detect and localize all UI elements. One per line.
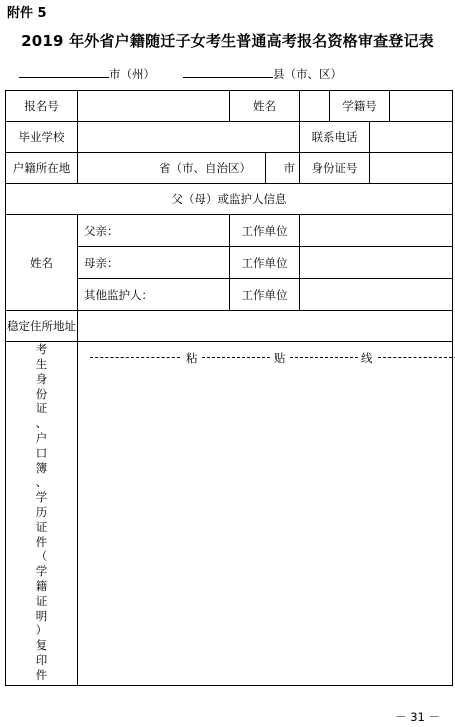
reg-no-value[interactable]: [78, 91, 230, 122]
paste-label-char: 学: [35, 564, 48, 579]
mother-work-label: 工作单位: [230, 247, 300, 279]
city-suffix: 市（州）: [109, 67, 155, 81]
paste-label-char: 考: [35, 342, 48, 357]
household-label: 户籍所在地: [6, 153, 78, 184]
id-label: 身份证号: [300, 153, 370, 184]
county-suffix: 县（市、区）: [273, 67, 342, 81]
paste-label-char: 件: [35, 534, 48, 549]
phone-label: 联系电话: [300, 122, 370, 153]
name-label: 姓名: [230, 91, 300, 122]
father-work-label: 工作单位: [230, 215, 300, 247]
paste-label-char: 明: [35, 608, 48, 623]
page-number: － 31 －: [395, 710, 440, 724]
reg-no-label: 报名号: [6, 91, 78, 122]
other-guardian-field[interactable]: 其他监护人：: [78, 279, 230, 311]
paste-label-char: 生: [35, 357, 48, 372]
mother-work-value[interactable]: [300, 247, 453, 279]
paste-label-char: 证: [35, 519, 48, 534]
paste-label-char: （: [35, 549, 48, 564]
guardian-header: 父（母）或监护人信息: [6, 184, 453, 215]
page-title: 2019 年外省户籍随迁子女考生普通高考报名资格审查登记表: [21, 32, 434, 50]
student-no-value[interactable]: [390, 91, 453, 122]
paste-label-char: ）: [35, 623, 48, 638]
school-value[interactable]: [78, 122, 300, 153]
paste-label-char: 印: [35, 652, 48, 667]
school-label: 毕业学校: [6, 122, 78, 153]
paste-label-char: 身: [35, 371, 48, 386]
paste-label-char: 籍: [35, 578, 48, 593]
mother-field[interactable]: 母亲：: [78, 247, 230, 279]
paste-label-char: 簿: [35, 460, 48, 475]
paste-word-2: 贴: [274, 351, 286, 365]
paste-label-char: 历: [35, 505, 48, 519]
address-value[interactable]: [78, 311, 453, 342]
id-value[interactable]: [370, 153, 453, 184]
paste-area[interactable]: [78, 342, 453, 686]
paste-area-label: [6, 342, 78, 686]
province-text[interactable]: 省（市、自治区）: [78, 153, 266, 184]
paste-label-char: 、: [35, 475, 48, 490]
father-field[interactable]: 父亲：: [78, 215, 230, 247]
paste-label-char: 证: [35, 593, 48, 608]
paste-label-char: 口: [35, 445, 48, 460]
father-work-value[interactable]: [300, 215, 453, 247]
paste-label-char: 复: [35, 638, 48, 653]
city-text[interactable]: 市: [266, 153, 300, 184]
attachment-label: 附件 5: [7, 6, 47, 21]
student-no-label: 学籍号: [330, 91, 390, 122]
paste-line: [90, 350, 455, 364]
registration-table: [5, 90, 453, 686]
paste-label-char: 学: [35, 490, 48, 505]
phone-value[interactable]: [370, 122, 453, 153]
city-field: [19, 66, 155, 82]
address-label: 稳定住所地址: [6, 311, 78, 342]
city-blank[interactable]: [19, 66, 109, 78]
paste-label-char: 份: [35, 386, 48, 401]
name-value[interactable]: [300, 91, 330, 122]
paste-label-char: 件: [35, 667, 48, 682]
paste-label-char: 证: [35, 401, 48, 416]
other-work-label: 工作单位: [230, 279, 300, 311]
other-work-value[interactable]: [300, 279, 453, 311]
paste-word-1: 粘: [186, 351, 198, 365]
paste-label-char: 、: [35, 416, 48, 431]
paste-label-char: 户: [35, 431, 48, 446]
guardian-name-label: 姓名: [6, 215, 78, 311]
paste-word-3: 线: [361, 351, 373, 365]
county-blank[interactable]: [183, 66, 273, 78]
county-field: [183, 66, 342, 82]
